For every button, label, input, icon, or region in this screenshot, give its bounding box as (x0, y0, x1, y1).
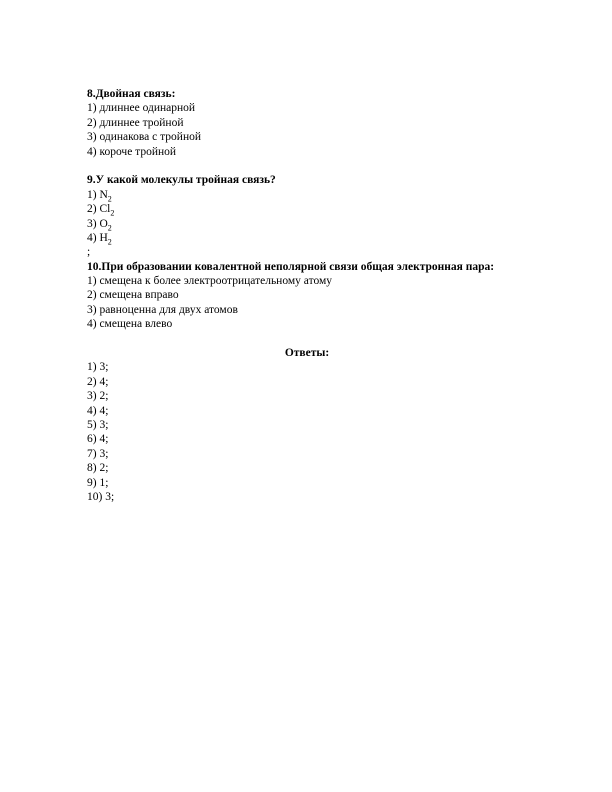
spacer (87, 159, 527, 173)
question-8-title: 8.Двойная связь: (87, 88, 176, 100)
answer-item: 6) 4; (87, 433, 109, 446)
answer-item: 3) 2; (87, 390, 109, 403)
question-10-title: 10.При образовании ковалентной неполярной связи общая электронная пара: (87, 260, 495, 273)
answer-item: 10) 3; (87, 490, 115, 503)
option-text: 2) Cl (87, 203, 111, 216)
subscript: 2 (107, 222, 112, 232)
spacer (87, 332, 527, 346)
stray-semicolon: ; (87, 246, 91, 259)
question-9-option (87, 217, 527, 231)
subscript: 2 (107, 194, 112, 204)
option-text: 4) H (87, 231, 108, 244)
answers-title: Ответы: (284, 347, 330, 360)
question-9-option (87, 202, 527, 216)
question-10-option: 1) смещена к более электроотрицательному атому (87, 275, 333, 288)
question-10-option: 3) равноценна для двух атомов (87, 303, 238, 316)
question-8-option: 4) короче тройной (87, 145, 177, 158)
question-8-option: 1) длиннее одинарной (87, 102, 196, 115)
subscript: 2 (110, 208, 115, 218)
question-8-option: 3) одинакова с тройной (87, 131, 202, 144)
answer-item: 8) 2; (87, 462, 109, 475)
answer-item: 4) 4; (87, 404, 109, 417)
answer-item: 5) 3; (87, 418, 109, 431)
question-8-option: 2) длиннее тройной (87, 116, 184, 129)
subscript: 2 (107, 237, 112, 247)
answer-item: 9) 1; (87, 476, 109, 489)
answer-item: 1) 3; (87, 361, 109, 374)
answer-item: 7) 3; (87, 447, 109, 460)
option-text: 1) N (87, 188, 108, 201)
question-10-option: 4) смещена влево (87, 318, 173, 331)
option-text: 3) O (87, 217, 108, 230)
question-10-option: 2) смещена вправо (87, 289, 179, 302)
document-page (87, 87, 527, 504)
question-9-option (87, 188, 527, 202)
answer-item: 2) 4; (87, 375, 109, 388)
question-9-title: 9.У какой молекулы тройная связь? (87, 174, 276, 187)
question-9-option (87, 231, 527, 245)
